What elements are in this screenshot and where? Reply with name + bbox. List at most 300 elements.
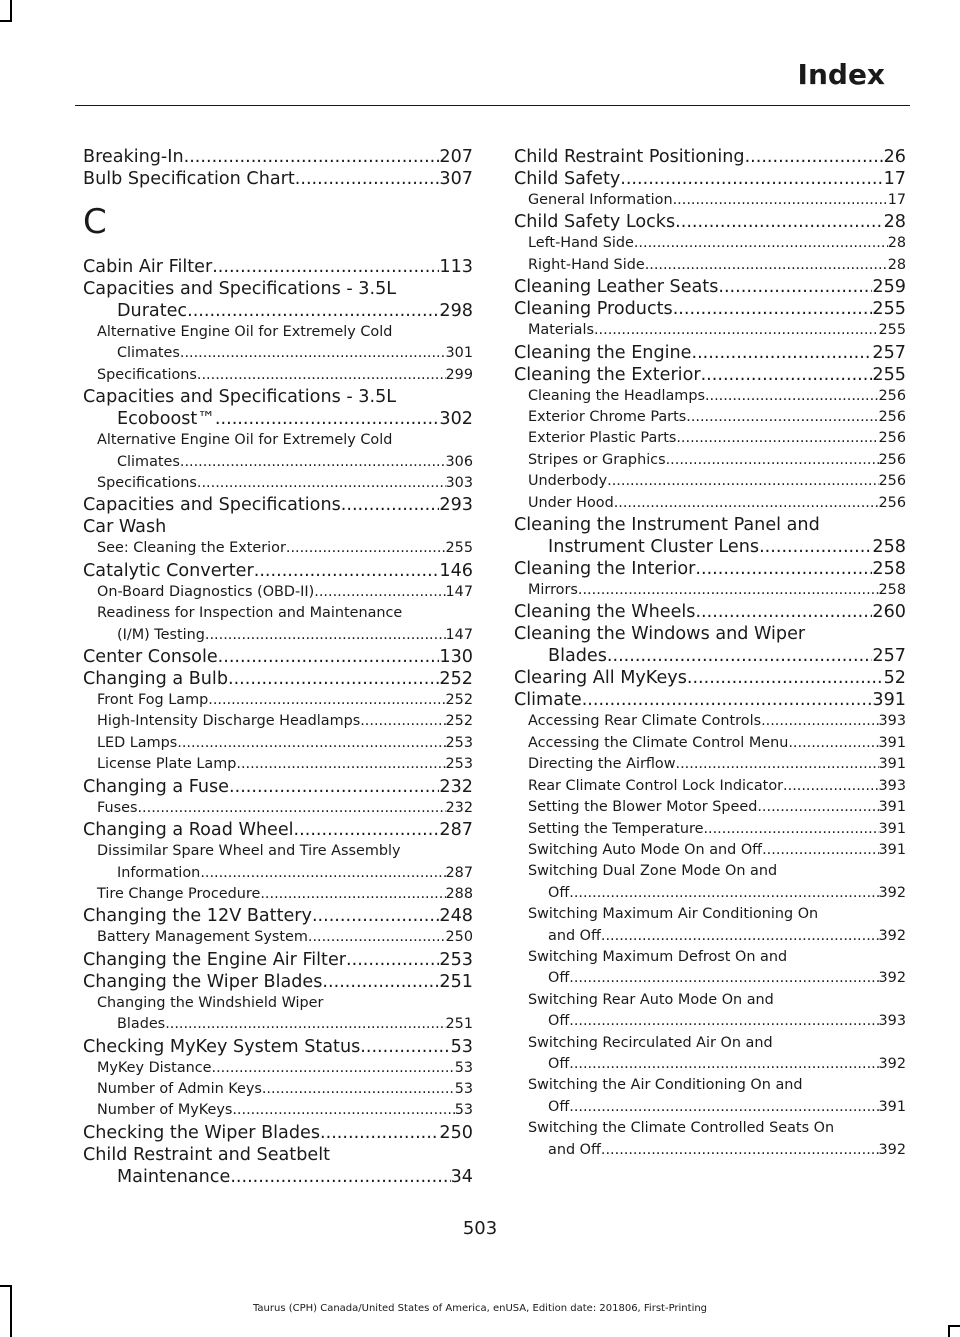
dot-leader xyxy=(200,863,445,884)
entry-label: Cleaning the Interior xyxy=(514,559,696,580)
dot-leader xyxy=(676,754,879,775)
entry-page-number: 393 xyxy=(878,777,906,794)
entry-label: Directing the Airflow xyxy=(528,756,676,773)
index-entry xyxy=(514,558,906,580)
dot-leader xyxy=(601,1140,879,1161)
index-entry xyxy=(83,560,473,582)
index-subentry xyxy=(514,255,906,276)
entry-continuation xyxy=(97,343,473,364)
dot-leader xyxy=(197,473,446,494)
entry-page-number: 392 xyxy=(878,970,906,987)
index-column-left xyxy=(83,146,473,1188)
dot-leader xyxy=(695,558,872,580)
dot-leader xyxy=(673,190,888,211)
entry-label-line: Switching Maximum Air Conditioning On xyxy=(528,906,819,923)
entry-page-number: 260 xyxy=(872,602,906,623)
crop-mark xyxy=(0,1285,12,1287)
entry-page-number: 34 xyxy=(450,1166,473,1187)
entry-label-line: Switching Rear Auto Mode On and xyxy=(528,991,774,1008)
dot-leader xyxy=(254,560,440,582)
index-subentry xyxy=(83,711,473,732)
index-subentry xyxy=(83,798,473,819)
entry-page-number: 299 xyxy=(445,366,473,383)
entry-page-number: 393 xyxy=(878,1013,906,1030)
index-subentry xyxy=(83,473,473,494)
index-entry xyxy=(514,276,906,298)
index-subentry xyxy=(83,884,473,905)
index-subentry xyxy=(514,904,906,947)
entry-page-number: 52 xyxy=(883,668,906,689)
entry-label-line: Alternative Engine Oil for Extremely Cold xyxy=(97,324,393,340)
entry-page-number: 303 xyxy=(445,475,473,492)
entry-page-number: 257 xyxy=(872,342,906,363)
section-letter-heading: C xyxy=(83,202,107,242)
index-subentry xyxy=(514,493,906,514)
index-entry xyxy=(83,256,473,278)
entry-page-number: 28 xyxy=(887,256,906,273)
entry-page-number: 252 xyxy=(439,669,473,690)
index-entry xyxy=(83,905,473,927)
entry-page-number: 53 xyxy=(454,1080,473,1097)
entry-label: Battery Management System xyxy=(97,929,308,946)
dot-leader xyxy=(312,905,439,927)
index-entry xyxy=(83,278,473,322)
entry-continuation xyxy=(528,1140,906,1161)
index-entry xyxy=(83,146,473,168)
entry-continuation xyxy=(514,645,906,667)
index-subentry xyxy=(514,233,906,254)
entry-continuation xyxy=(528,968,906,989)
dot-leader xyxy=(757,797,878,818)
entry-label: Accessing Rear Climate Controls xyxy=(528,713,762,730)
dot-leader xyxy=(687,667,884,689)
entry-label: Bulb Specification Chart xyxy=(83,169,295,189)
entry-page-number: 130 xyxy=(439,647,473,668)
dot-leader xyxy=(578,580,879,601)
index-subentry xyxy=(83,993,473,1036)
dot-leader xyxy=(666,450,879,471)
entry-label: Cleaning the Headlamps xyxy=(528,387,705,404)
dot-leader xyxy=(346,949,439,971)
index-subentry xyxy=(514,1075,906,1118)
dot-leader xyxy=(205,625,446,646)
entry-page-number: 53 xyxy=(454,1102,473,1119)
entry-page-number: 307 xyxy=(439,169,473,189)
entry-label: Changing the Wiper Blades xyxy=(83,971,323,992)
dot-leader xyxy=(686,407,878,428)
dot-leader xyxy=(236,754,445,775)
entry-label: Climates xyxy=(117,345,180,362)
index-entry xyxy=(514,601,906,623)
entry-label: See: Cleaning the Exterior xyxy=(97,540,286,557)
dot-leader xyxy=(703,819,878,840)
entry-label: Left-Hand Side xyxy=(528,235,634,252)
index-entry xyxy=(83,971,473,993)
entry-label: Duratec xyxy=(117,301,188,321)
entry-page-number: 28 xyxy=(883,212,906,233)
entry-label: Setting the Blower Motor Speed xyxy=(528,799,758,816)
crop-mark xyxy=(948,1325,960,1327)
dot-leader xyxy=(783,776,878,797)
dot-leader xyxy=(569,1011,878,1032)
dot-leader xyxy=(294,819,440,841)
entry-page-number: 392 xyxy=(878,927,906,944)
index-subentry xyxy=(83,1100,473,1121)
header-divider xyxy=(75,105,910,106)
page-number: 503 xyxy=(462,1218,498,1239)
index-subentry xyxy=(83,603,473,646)
index-subentry xyxy=(83,582,473,603)
dot-leader xyxy=(569,1097,878,1118)
entry-page-number: 250 xyxy=(439,1122,473,1143)
entry-label-line: Dissimilar Spare Wheel and Tire Assembly xyxy=(97,843,401,860)
index-subentry xyxy=(514,190,906,211)
dot-leader xyxy=(208,690,445,711)
index-entry xyxy=(83,1144,473,1188)
dot-leader xyxy=(212,1058,455,1079)
entry-label: Mirrors xyxy=(528,582,578,599)
entry-page-number: 252 xyxy=(445,713,473,730)
entry-label: Catalytic Converter xyxy=(83,560,254,581)
entry-continuation xyxy=(83,300,473,322)
dot-leader xyxy=(761,711,878,732)
dot-leader xyxy=(759,536,872,558)
index-subentry xyxy=(514,580,906,601)
entry-label: Switching Auto Mode On and Off xyxy=(528,841,763,858)
entry-page-number: 53 xyxy=(450,1036,473,1057)
entry-label: Off xyxy=(548,1013,570,1030)
index-subentry xyxy=(83,841,473,884)
entry-label: LED Lamps xyxy=(97,734,178,751)
entry-page-number: 147 xyxy=(445,583,473,600)
entry-page-number: 257 xyxy=(872,646,906,667)
dot-leader xyxy=(594,320,879,341)
entry-label-line: Switching Maximum Defrost On and xyxy=(528,948,788,965)
dot-leader xyxy=(601,926,879,947)
entry-label-line: Switching Dual Zone Mode On and xyxy=(528,863,778,880)
dot-leader xyxy=(228,668,439,690)
entry-label-line: Capacities and Specifications - 3.5L xyxy=(83,387,397,408)
entry-page-number: 113 xyxy=(439,257,473,277)
entry-label-line: Switching Recirculated Air On and xyxy=(528,1034,773,1051)
entry-page-number: 255 xyxy=(872,364,906,385)
dot-leader xyxy=(582,689,873,711)
entry-label: Specifications xyxy=(97,475,197,492)
entry-label: Capacities and Specifications xyxy=(83,495,341,516)
entry-page-number: 392 xyxy=(878,884,906,901)
entry-label: Off xyxy=(548,1055,570,1072)
entry-label: Number of Admin Keys xyxy=(97,1080,262,1097)
entry-label: Cleaning the Exterior xyxy=(514,364,701,385)
index-subentry xyxy=(83,754,473,775)
dot-leader xyxy=(676,428,878,449)
dot-leader xyxy=(295,168,440,190)
dot-leader xyxy=(180,343,446,364)
dot-leader xyxy=(314,582,445,603)
entry-label: Cleaning the Wheels xyxy=(514,602,696,623)
index-subentry xyxy=(514,840,906,861)
entry-page-number: 256 xyxy=(878,430,906,447)
entry-label-line: Capacities and Specifications - 3.5L xyxy=(83,279,397,299)
entry-label: Child Safety xyxy=(514,169,621,189)
index-subentry xyxy=(514,386,906,407)
index-entry xyxy=(83,646,473,668)
entry-label-line: Child Restraint and Seatbelt xyxy=(83,1144,330,1165)
dot-leader xyxy=(695,601,872,623)
index-entry xyxy=(514,146,906,168)
entry-label-line: Readiness for Inspection and Maintenance xyxy=(97,605,403,622)
entry-label: Fuses xyxy=(97,799,138,816)
index-subentry xyxy=(83,430,473,473)
index-subentry xyxy=(514,450,906,471)
entry-label: Child Restraint Positioning xyxy=(514,147,745,167)
entry-page-number: 256 xyxy=(878,473,906,490)
entry-page-number: 253 xyxy=(439,949,473,970)
entry-page-number: 250 xyxy=(445,929,473,946)
index-subentry xyxy=(83,365,473,386)
entry-page-number: 301 xyxy=(445,345,473,362)
entry-label-line: Changing the Windshield Wiper xyxy=(97,994,324,1011)
index-entry xyxy=(83,949,473,971)
entry-label: Changing a Bulb xyxy=(83,669,228,690)
entry-page-number: 253 xyxy=(445,734,473,751)
entry-page-number: 287 xyxy=(445,864,473,881)
entry-label: Setting the Temperature xyxy=(528,820,704,837)
index-subentry xyxy=(83,1079,473,1100)
entry-label: Cabin Air Filter xyxy=(83,257,213,277)
entry-label: Exterior Chrome Parts xyxy=(528,409,687,426)
entry-page-number: 306 xyxy=(445,453,473,470)
entry-page-number: 256 xyxy=(878,451,906,468)
entry-page-number: 252 xyxy=(445,692,473,709)
dot-leader xyxy=(718,276,872,298)
entry-page-number: 256 xyxy=(878,494,906,511)
index-subentry xyxy=(514,320,906,341)
dot-leader xyxy=(634,233,888,254)
index-column-right xyxy=(514,146,906,1161)
entry-page-number: 17 xyxy=(883,169,906,189)
index-subentry xyxy=(514,1118,906,1161)
entry-label: Rear Climate Control Lock Indicator xyxy=(528,777,784,794)
entry-page-number: 302 xyxy=(439,409,473,430)
entry-label-line: Switching the Air Conditioning On and xyxy=(528,1077,803,1094)
entry-label: Cleaning Leather Seats xyxy=(514,277,719,298)
entry-page-number: 256 xyxy=(878,387,906,404)
entry-label: Right-Hand Side xyxy=(528,256,645,273)
entry-page-number: 147 xyxy=(445,626,473,643)
index-subentry xyxy=(83,927,473,948)
entry-label: Off xyxy=(548,1098,570,1115)
index-entry xyxy=(514,342,906,364)
entry-continuation xyxy=(83,408,473,430)
entry-page-number: 251 xyxy=(439,971,473,992)
entry-label: Underbody xyxy=(528,473,608,490)
entry-label: On-Board Diagnostics (OBD-II) xyxy=(97,583,315,600)
entry-page-number: 258 xyxy=(878,582,906,599)
dot-leader xyxy=(607,471,878,492)
entry-continuation xyxy=(528,883,906,904)
entry-label-line: Cleaning the Instrument Panel and xyxy=(514,515,820,536)
entry-label: Climate xyxy=(514,690,582,711)
dot-leader xyxy=(607,645,873,667)
entry-label: Cleaning the Engine xyxy=(514,342,692,363)
entry-continuation xyxy=(514,536,906,558)
entry-label-line: Switching the Climate Controlled Seats On xyxy=(528,1120,835,1137)
entry-page-number: 248 xyxy=(439,906,473,927)
entry-page-number: 391 xyxy=(878,1098,906,1115)
dot-leader xyxy=(692,342,873,364)
entry-label: Checking MyKey System Status xyxy=(83,1036,361,1057)
entry-label: Accessing the Climate Control Menu xyxy=(528,734,789,751)
dot-leader xyxy=(230,1166,450,1188)
index-entry xyxy=(83,819,473,841)
entry-continuation xyxy=(97,625,473,646)
page-title: Index xyxy=(797,58,885,91)
index-subentry xyxy=(83,1058,473,1079)
index-subentry xyxy=(83,538,473,559)
entry-label: Child Safety Locks xyxy=(514,212,676,233)
index-subentry xyxy=(514,947,906,990)
entry-continuation xyxy=(83,1166,473,1188)
entry-label: Specifications xyxy=(97,366,197,383)
dot-leader xyxy=(218,646,440,668)
entry-page-number: 17 xyxy=(887,192,906,208)
index-entry xyxy=(514,211,906,233)
dot-leader xyxy=(745,146,884,168)
index-subentry xyxy=(514,428,906,449)
entry-label: Materials xyxy=(528,322,594,339)
index-subentry xyxy=(514,797,906,818)
entry-page-number: 391 xyxy=(878,799,906,816)
dot-leader xyxy=(286,538,446,559)
index-entry xyxy=(514,298,906,320)
entry-page-number: 293 xyxy=(439,495,473,516)
index-entry xyxy=(83,776,473,798)
index-subentry xyxy=(83,733,473,754)
entry-label: and Off xyxy=(548,927,601,944)
index-subentry xyxy=(514,754,906,775)
entry-page-number: 255 xyxy=(878,322,906,339)
entry-page-number: 253 xyxy=(445,756,473,773)
dot-leader xyxy=(232,1100,454,1121)
entry-page-number: 255 xyxy=(445,540,473,557)
entry-page-number: 232 xyxy=(445,799,473,816)
entry-page-number: 146 xyxy=(439,560,473,581)
entry-label: Tire Change Procedure xyxy=(97,885,261,902)
dot-leader xyxy=(308,927,446,948)
entry-label: Changing a Fuse xyxy=(83,776,230,797)
entry-page-number: 393 xyxy=(878,713,906,730)
entry-page-number: 288 xyxy=(445,885,473,902)
entry-page-number: 259 xyxy=(872,277,906,298)
entry-page-number: 391 xyxy=(878,841,906,858)
entry-label-line: Cleaning the Windows and Wiper xyxy=(514,624,806,645)
entry-label: Maintenance xyxy=(117,1166,231,1187)
dot-leader xyxy=(341,494,440,516)
index-entry xyxy=(83,1122,473,1144)
dot-leader xyxy=(788,733,878,754)
entry-page-number: 26 xyxy=(883,147,906,167)
dot-leader xyxy=(762,840,878,861)
index-subentry xyxy=(83,690,473,711)
dot-leader xyxy=(184,146,440,168)
dot-leader xyxy=(360,1036,450,1058)
entry-label: Changing a Road Wheel xyxy=(83,820,294,841)
crop-mark xyxy=(10,0,12,22)
entry-label: (I/M) Testing xyxy=(117,626,205,643)
dot-leader xyxy=(569,883,878,904)
edition-note: Taurus (CPH) Canada/United States of America, enUSA, Edition date: 201806, First-Printing xyxy=(252,1303,708,1314)
index-heading: Car Wash xyxy=(83,517,167,538)
entry-page-number: 28 xyxy=(887,235,906,252)
entry-label: Information xyxy=(117,864,201,881)
index-subentry xyxy=(514,776,906,797)
entry-label: General Information xyxy=(528,192,673,208)
index-entry xyxy=(514,514,906,558)
entry-page-number: 391 xyxy=(878,820,906,837)
index-entry xyxy=(83,168,473,190)
entry-label-line: Alternative Engine Oil for Extremely Cold xyxy=(97,432,393,449)
dot-leader xyxy=(197,365,446,386)
entry-label: Center Console xyxy=(83,647,218,668)
index-entry xyxy=(83,1036,473,1058)
index-entry xyxy=(83,668,473,690)
dot-leader xyxy=(320,1122,439,1144)
entry-label: Cleaning Products xyxy=(514,299,673,320)
entry-label: Clearing All MyKeys xyxy=(514,668,687,689)
entry-label: Climates xyxy=(117,453,180,470)
entry-continuation xyxy=(97,1014,473,1035)
index-subentry xyxy=(514,861,906,904)
dot-leader xyxy=(569,1054,878,1075)
dot-leader xyxy=(705,386,879,407)
index-subentry xyxy=(514,1033,906,1076)
entry-label: Changing the 12V Battery xyxy=(83,906,312,927)
dot-leader xyxy=(614,493,879,514)
dot-leader xyxy=(701,364,873,386)
index-entry xyxy=(514,168,906,190)
entry-label: Breaking-In xyxy=(83,147,184,167)
dot-leader xyxy=(262,1079,455,1100)
entry-label: Ecoboost™ xyxy=(117,409,215,430)
index-entry xyxy=(514,364,906,386)
entry-continuation xyxy=(97,863,473,884)
entry-page-number: 255 xyxy=(872,299,906,320)
dot-leader xyxy=(177,733,445,754)
entry-page-number: 53 xyxy=(454,1059,473,1076)
dot-leader xyxy=(675,211,883,233)
entry-label: Exterior Plastic Parts xyxy=(528,430,677,447)
index-entry xyxy=(83,494,473,516)
index-entry xyxy=(83,386,473,430)
index-entry xyxy=(514,623,906,667)
index-subentry xyxy=(514,471,906,492)
entry-continuation xyxy=(528,1054,906,1075)
index-entry xyxy=(514,689,906,711)
entry-label: Front Fog Lamp xyxy=(97,692,209,709)
dot-leader xyxy=(180,452,446,473)
dot-leader xyxy=(137,798,445,819)
entry-page-number: 256 xyxy=(878,409,906,426)
entry-page-number: 258 xyxy=(872,537,906,558)
index-subentry xyxy=(514,711,906,732)
entry-page-number: 392 xyxy=(878,1141,906,1158)
dot-leader xyxy=(165,1014,445,1035)
dot-leader xyxy=(187,300,439,322)
entry-page-number: 392 xyxy=(878,1055,906,1072)
entry-page-number: 258 xyxy=(872,559,906,580)
entry-label: Changing the Engine Air Filter xyxy=(83,949,347,970)
